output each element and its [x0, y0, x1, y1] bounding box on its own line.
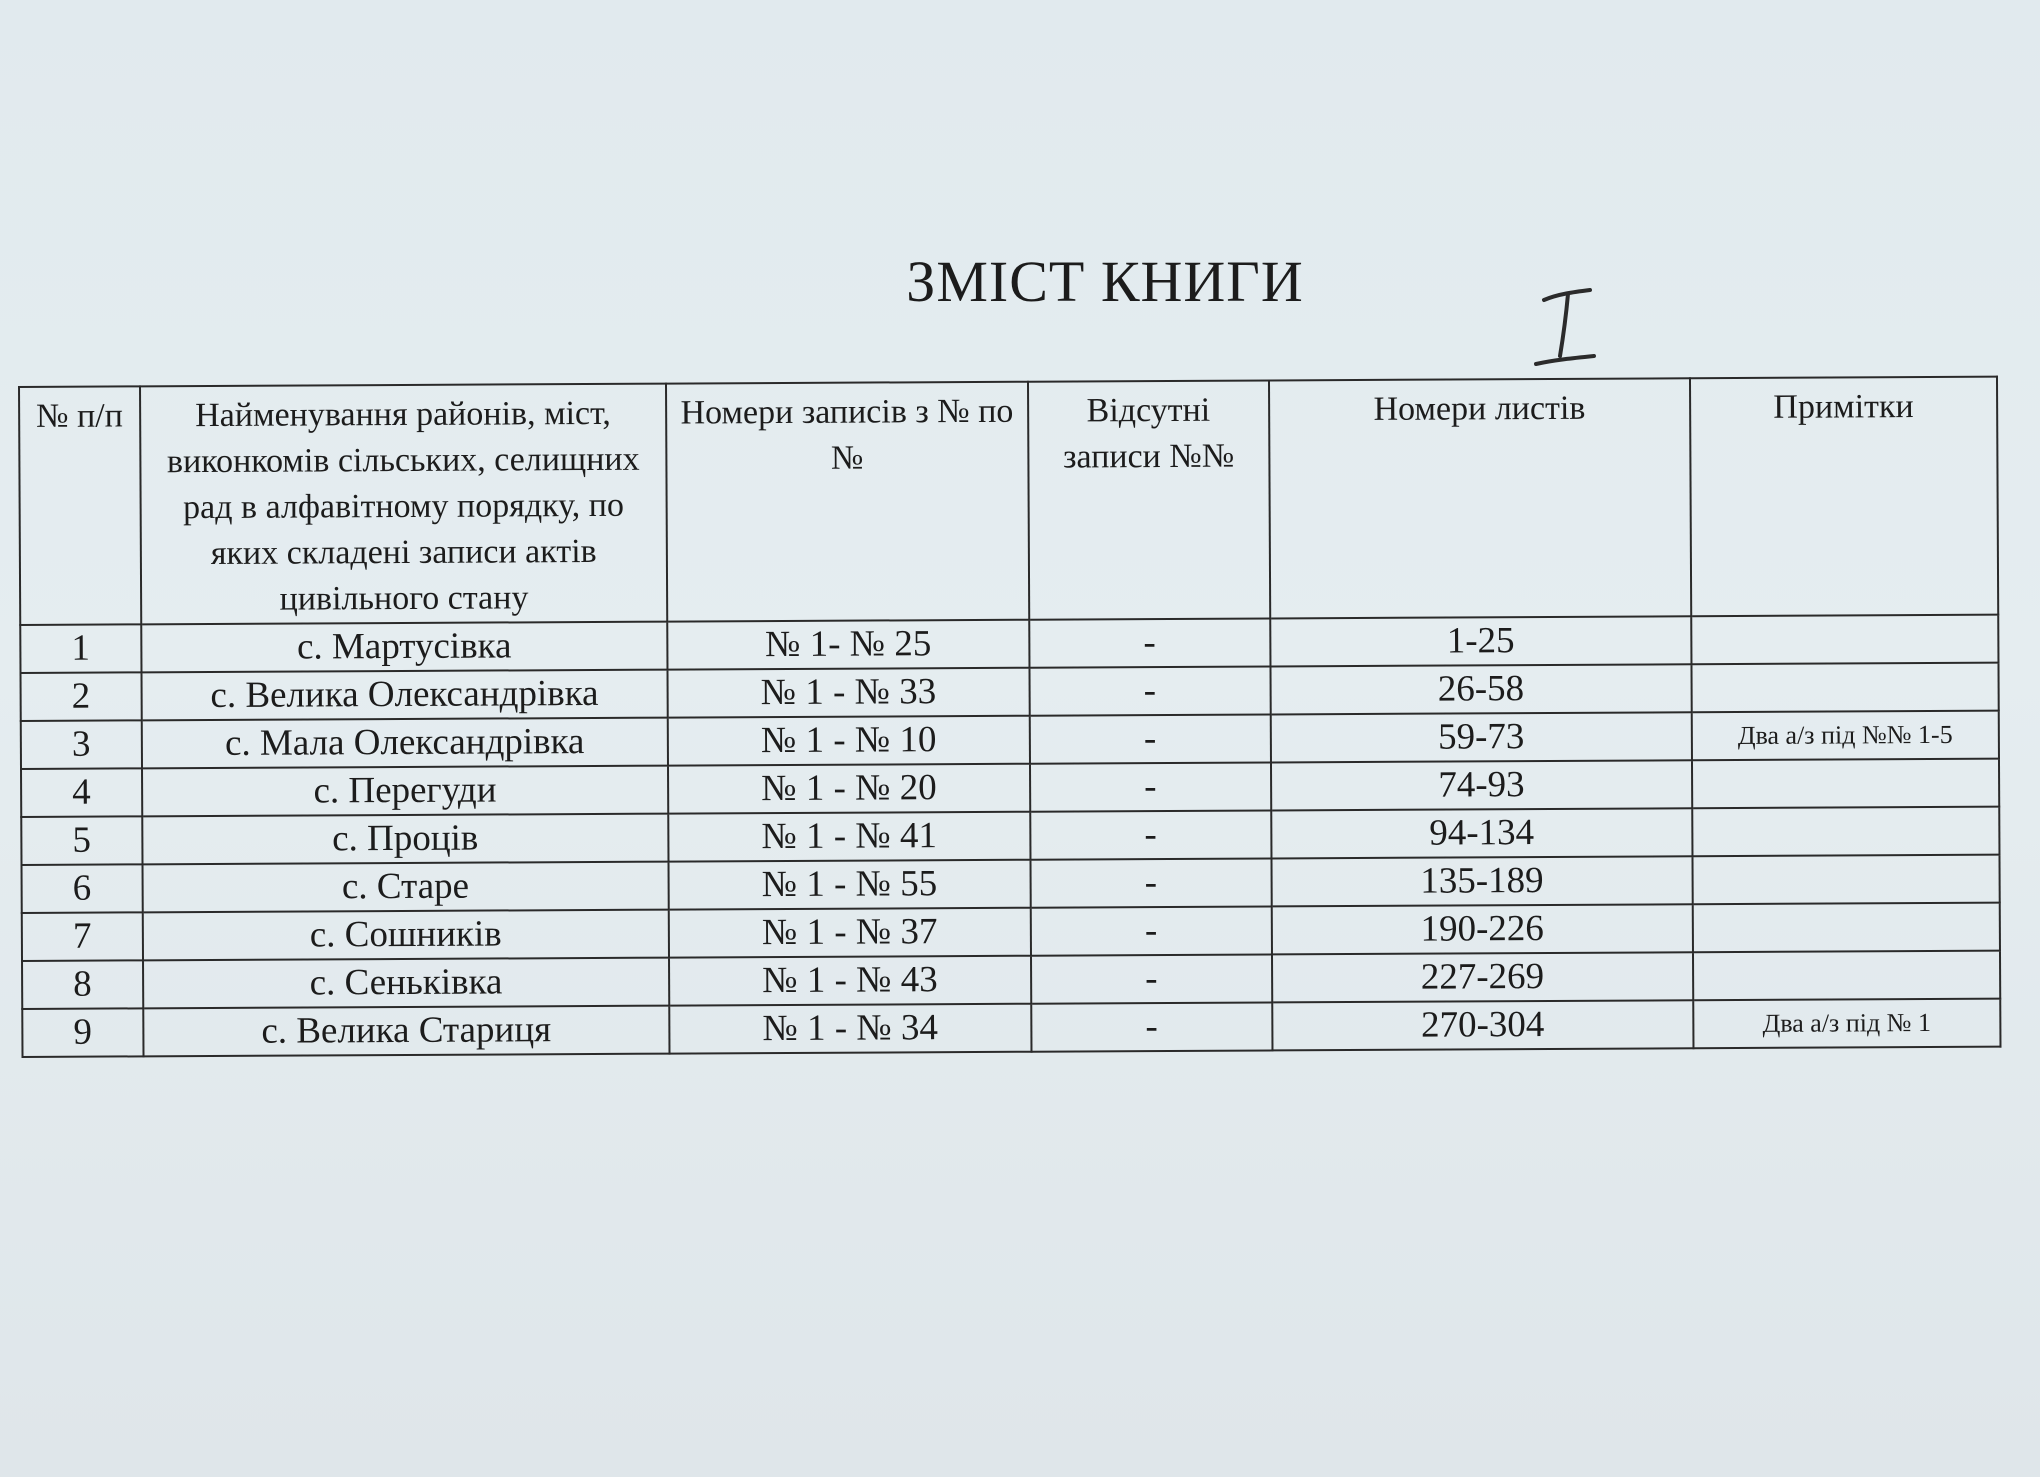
row-sheets: 94-134 — [1271, 808, 1692, 858]
row-records: № 1 - № 37 — [669, 908, 1031, 958]
row-sheets: 190-226 — [1272, 904, 1693, 954]
row-num: 3 — [21, 720, 142, 769]
row-missing: - — [1029, 666, 1271, 715]
row-name: с. Мала Олександрівка — [141, 718, 668, 769]
row-name: с. Проців — [142, 814, 669, 865]
header-missing: Відсутні записи №№ — [1028, 380, 1271, 619]
row-missing: - — [1031, 1002, 1273, 1051]
row-num: 1 — [20, 624, 141, 673]
row-name: с. Велика Стариця — [143, 1006, 670, 1057]
row-sheets: 227-269 — [1272, 952, 1693, 1002]
contents-table — [18, 376, 2001, 1058]
row-missing: - — [1031, 954, 1273, 1003]
row-num: 4 — [21, 768, 142, 817]
row-name: с. Сеньківка — [143, 958, 670, 1009]
header-sheets: Номери листів — [1269, 378, 1691, 618]
row-records: № 1 - № 20 — [668, 764, 1030, 814]
table-row — [22, 999, 2000, 1057]
row-notes: Два а/з під № 1 — [1693, 999, 2000, 1049]
row-notes — [1692, 855, 1999, 905]
row-notes — [1691, 663, 1998, 713]
row-name: с. Мартусівка — [141, 622, 668, 673]
row-sheets: 26-58 — [1270, 664, 1691, 714]
row-name: с. Перегуди — [142, 766, 669, 817]
row-records: № 1 - № 10 — [668, 716, 1030, 766]
row-sheets: 59-73 — [1271, 712, 1692, 762]
row-missing: - — [1030, 906, 1272, 955]
header-notes: Примітки — [1690, 377, 1998, 617]
row-sheets: 1-25 — [1270, 616, 1691, 666]
row-records: № 1- № 25 — [667, 620, 1029, 670]
row-missing: - — [1030, 810, 1272, 859]
handwritten-mark — [1530, 282, 1600, 372]
row-notes — [1693, 951, 2000, 1001]
row-name: с. Сошників — [142, 910, 669, 961]
row-records: № 1 - № 34 — [669, 1004, 1031, 1054]
row-notes: Два а/з під №№ 1-5 — [1692, 711, 1999, 761]
row-sheets: 135-189 — [1271, 856, 1692, 906]
header-records: Номери записів з № по № — [666, 382, 1029, 622]
header-name: Найменування районів, міст, виконкомів сільських, селищних рад в алфавітному порядку, по яких складені записи актів цивільного стану — [140, 384, 668, 625]
row-missing: - — [1029, 618, 1271, 667]
row-records: № 1 - № 55 — [669, 860, 1031, 910]
row-num: 8 — [22, 960, 143, 1009]
row-name: с. Старе — [142, 862, 669, 913]
row-notes — [1692, 759, 1999, 809]
row-missing: - — [1030, 858, 1272, 907]
row-sheets: 74-93 — [1271, 760, 1692, 810]
row-num: 7 — [22, 912, 143, 961]
row-records: № 1 - № 41 — [668, 812, 1030, 862]
row-missing: - — [1030, 762, 1272, 811]
row-num: 5 — [21, 816, 142, 865]
row-num: 2 — [21, 672, 142, 721]
row-notes — [1693, 903, 2000, 953]
row-num: 6 — [22, 864, 143, 913]
row-notes — [1692, 807, 1999, 857]
row-notes — [1691, 615, 1998, 665]
row-records: № 1 - № 33 — [668, 668, 1030, 718]
row-num: 9 — [22, 1008, 143, 1057]
row-missing: - — [1029, 714, 1271, 763]
handwritten-roman-one-icon — [1530, 282, 1600, 372]
document-title: ЗМІСТ КНИГИ — [906, 249, 1304, 314]
row-name: с. Велика Олександрівка — [141, 670, 668, 721]
header-row — [19, 377, 1998, 625]
row-sheets: 270-304 — [1272, 1000, 1693, 1050]
header-num: № п/п — [19, 386, 141, 625]
row-records: № 1 - № 43 — [669, 956, 1031, 1006]
